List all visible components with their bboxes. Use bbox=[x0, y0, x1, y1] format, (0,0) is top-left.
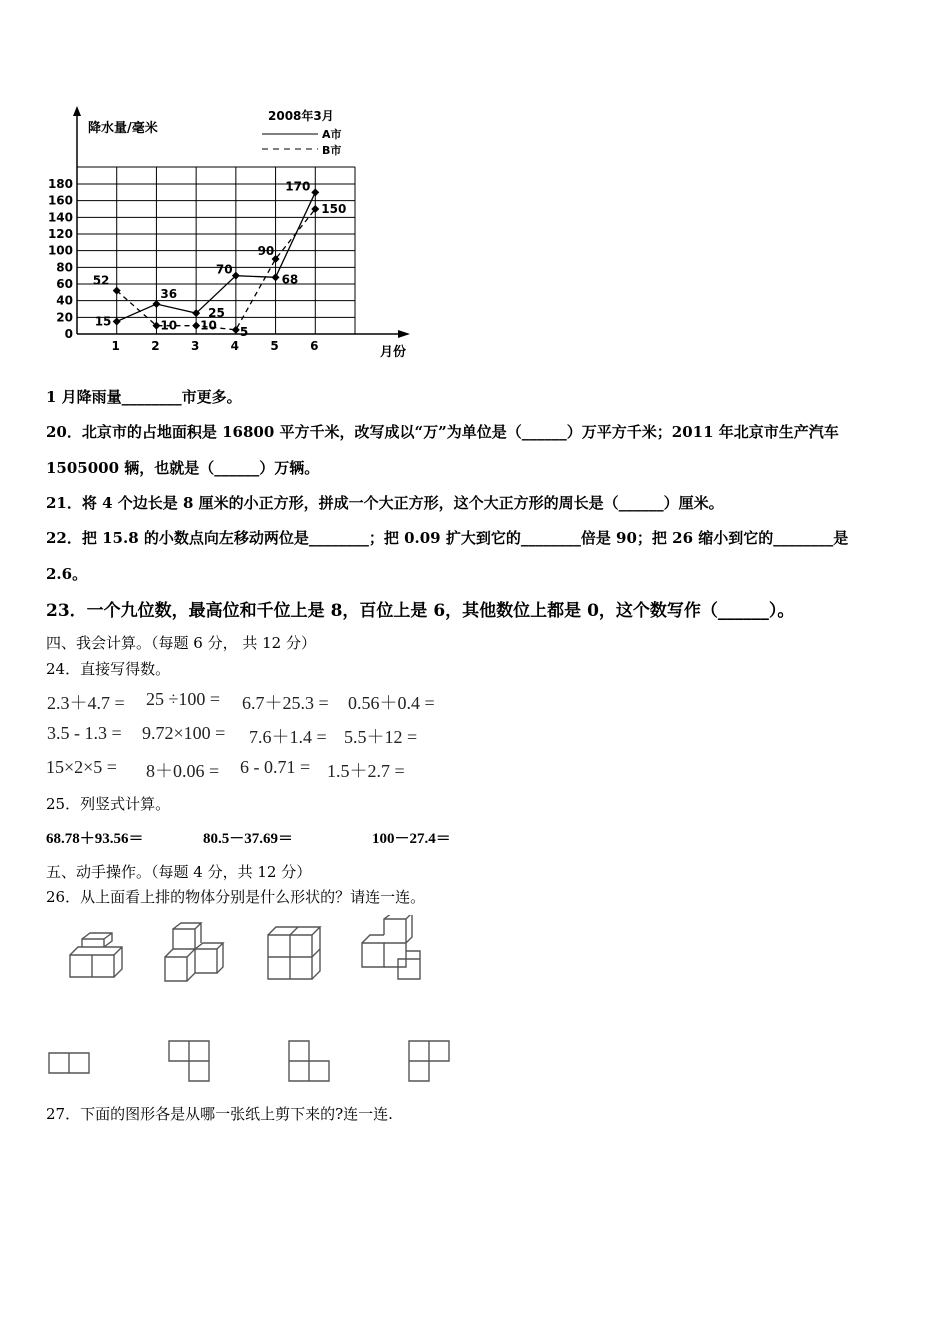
series-a-data-label: 68 bbox=[281, 272, 299, 287]
x-tick-label: 2 bbox=[151, 339, 160, 353]
section4-heading: 四、我会计算。（每题 6 分， 共 12 分） bbox=[46, 634, 316, 652]
legend bbox=[262, 127, 342, 157]
series-a-data-label: 170 bbox=[285, 179, 311, 194]
chart-series bbox=[93, 179, 347, 339]
q26: 26．从上面看上排的物体分别是什么形状的？请连一连。 bbox=[46, 888, 426, 906]
rainfall-line-chart bbox=[40, 100, 420, 365]
y-axis-label: 降水量/毫米 bbox=[88, 121, 158, 136]
y-tick-label: 80 bbox=[56, 260, 73, 275]
y-tick-label: 100 bbox=[47, 243, 73, 258]
y-tick-label: 40 bbox=[56, 293, 73, 308]
y-tick-label: 160 bbox=[47, 193, 73, 208]
cube-stack-1 bbox=[70, 933, 122, 977]
q27: 27．下面的图形各是从哪一张纸上剪下来的?连一连. bbox=[46, 1105, 393, 1123]
calc-r3c4: 1.5＋2.7 = bbox=[327, 761, 405, 781]
chart-axes bbox=[73, 106, 410, 338]
q19-tail: 1 月降雨量________市更多。 bbox=[46, 388, 242, 406]
q25-title: 25．列竖式计算。 bbox=[46, 795, 171, 813]
series-a-data-label: 25 bbox=[208, 306, 225, 321]
series-a-point bbox=[311, 188, 319, 196]
calc-r2c2: 9.72×100 = bbox=[142, 723, 226, 743]
q23: 23．一个九位数，最高位和千位上是 8，百位上是 6，其他数位上都是 0，这个数写作（______）。 bbox=[46, 601, 795, 621]
top-view-4 bbox=[409, 1041, 449, 1081]
calc-r3c2: 8＋0.06 = bbox=[146, 761, 220, 781]
calc-r1c1: 2.3＋4.7 = bbox=[47, 693, 125, 713]
series-b-point bbox=[232, 326, 240, 334]
x-tick-label: 5 bbox=[270, 339, 279, 353]
q22-line2: 2.6。 bbox=[46, 565, 88, 583]
series-b-point bbox=[192, 322, 200, 330]
cube-stack-2 bbox=[165, 923, 223, 981]
top-view-2 bbox=[169, 1041, 209, 1081]
series-b-data-label: 10 bbox=[200, 318, 217, 333]
q21: 21．将 4 个边长是 8 厘米的小正方形，拼成一个大正方形，这个大正方形的周长是（______）厘米。 bbox=[46, 494, 724, 512]
series-a-point bbox=[152, 300, 160, 308]
series-a-point bbox=[113, 318, 121, 326]
q25-item2: 80.5－37.69＝ bbox=[203, 831, 294, 847]
legend-b: B市 bbox=[322, 144, 342, 157]
x-tick-label: 6 bbox=[310, 339, 319, 353]
y-tick-label: 120 bbox=[47, 227, 73, 241]
series-a-line bbox=[117, 192, 316, 321]
q25-item3: 100－27.4＝ bbox=[372, 831, 451, 847]
calc-r3c3: 6 - 0.71 = bbox=[240, 757, 311, 777]
q25-item1: 68.78＋93.56＝ bbox=[46, 831, 144, 847]
y-tick-label: 140 bbox=[47, 210, 73, 225]
series-b-data-label: 150 bbox=[321, 202, 347, 216]
series-b-data-label: 10 bbox=[160, 318, 178, 333]
y-tick-label: 20 bbox=[56, 310, 73, 325]
legend-a: A市 bbox=[322, 128, 342, 141]
series-b-data-label: 90 bbox=[257, 244, 275, 258]
section5-heading: 五、动手操作。（每题 4 分，共 12 分） bbox=[46, 863, 312, 881]
calc-r2c1: 3.5 - 1.3 = bbox=[47, 723, 122, 743]
series-b-data-label: 5 bbox=[239, 324, 249, 339]
top-view-1 bbox=[49, 1053, 89, 1073]
series-a-data-label: 70 bbox=[215, 262, 233, 277]
x-axis-arrow bbox=[398, 330, 410, 338]
x-axis-label: 月份 bbox=[380, 345, 407, 360]
series-a-data-label: 15 bbox=[94, 314, 112, 329]
x-tick-label: 3 bbox=[190, 339, 200, 353]
calc-r1c2: 25 ÷100 = bbox=[146, 689, 221, 709]
calc-r1c3: 6.7＋25.3 = bbox=[242, 693, 329, 713]
q20-line1: 20．北京市的占地面积是 16800 平方千米，改写成以“万”为单位是（______）万平方千米；2011 年北京市生产汽车 bbox=[46, 423, 839, 441]
calc-r3c1: 15×2×5 = bbox=[46, 757, 117, 777]
y-tick-label: 60 bbox=[56, 277, 73, 291]
y-tick-label: 180 bbox=[47, 177, 73, 191]
series-a-data-label: 36 bbox=[160, 287, 178, 301]
top-view-shapes bbox=[45, 1035, 465, 1091]
y-tick-label: 0 bbox=[64, 327, 73, 341]
x-tick-label: 1 bbox=[111, 339, 120, 353]
calc-r2c3: 7.6＋1.4 = bbox=[249, 727, 327, 747]
y-axis-arrow bbox=[73, 106, 81, 116]
series-b-data-label: 52 bbox=[92, 273, 110, 288]
series-a-point bbox=[272, 273, 280, 281]
chart-ticks bbox=[48, 177, 319, 353]
q24-title: 24．直接写得数。 bbox=[46, 660, 171, 678]
calc-r1c4: 0.56＋0.4 = bbox=[348, 693, 435, 713]
cube-stack-3 bbox=[268, 927, 320, 979]
q20-line2: 1505000 辆，也就是（______）万辆。 bbox=[46, 459, 320, 477]
cube-stack-4 bbox=[362, 915, 420, 979]
x-tick-label: 4 bbox=[230, 339, 240, 353]
q22-line1: 22．把 15.8 的小数点向左移动两位是________；把 0.09 扩大到它的________倍是 90；把 26 缩小到它的________是 bbox=[46, 529, 849, 547]
top-view-3 bbox=[289, 1041, 329, 1081]
chart-title: 2008年3月 bbox=[268, 109, 334, 123]
cube-stacks-top-row bbox=[60, 915, 440, 985]
calc-r2c4: 5.5＋12 = bbox=[344, 727, 418, 747]
